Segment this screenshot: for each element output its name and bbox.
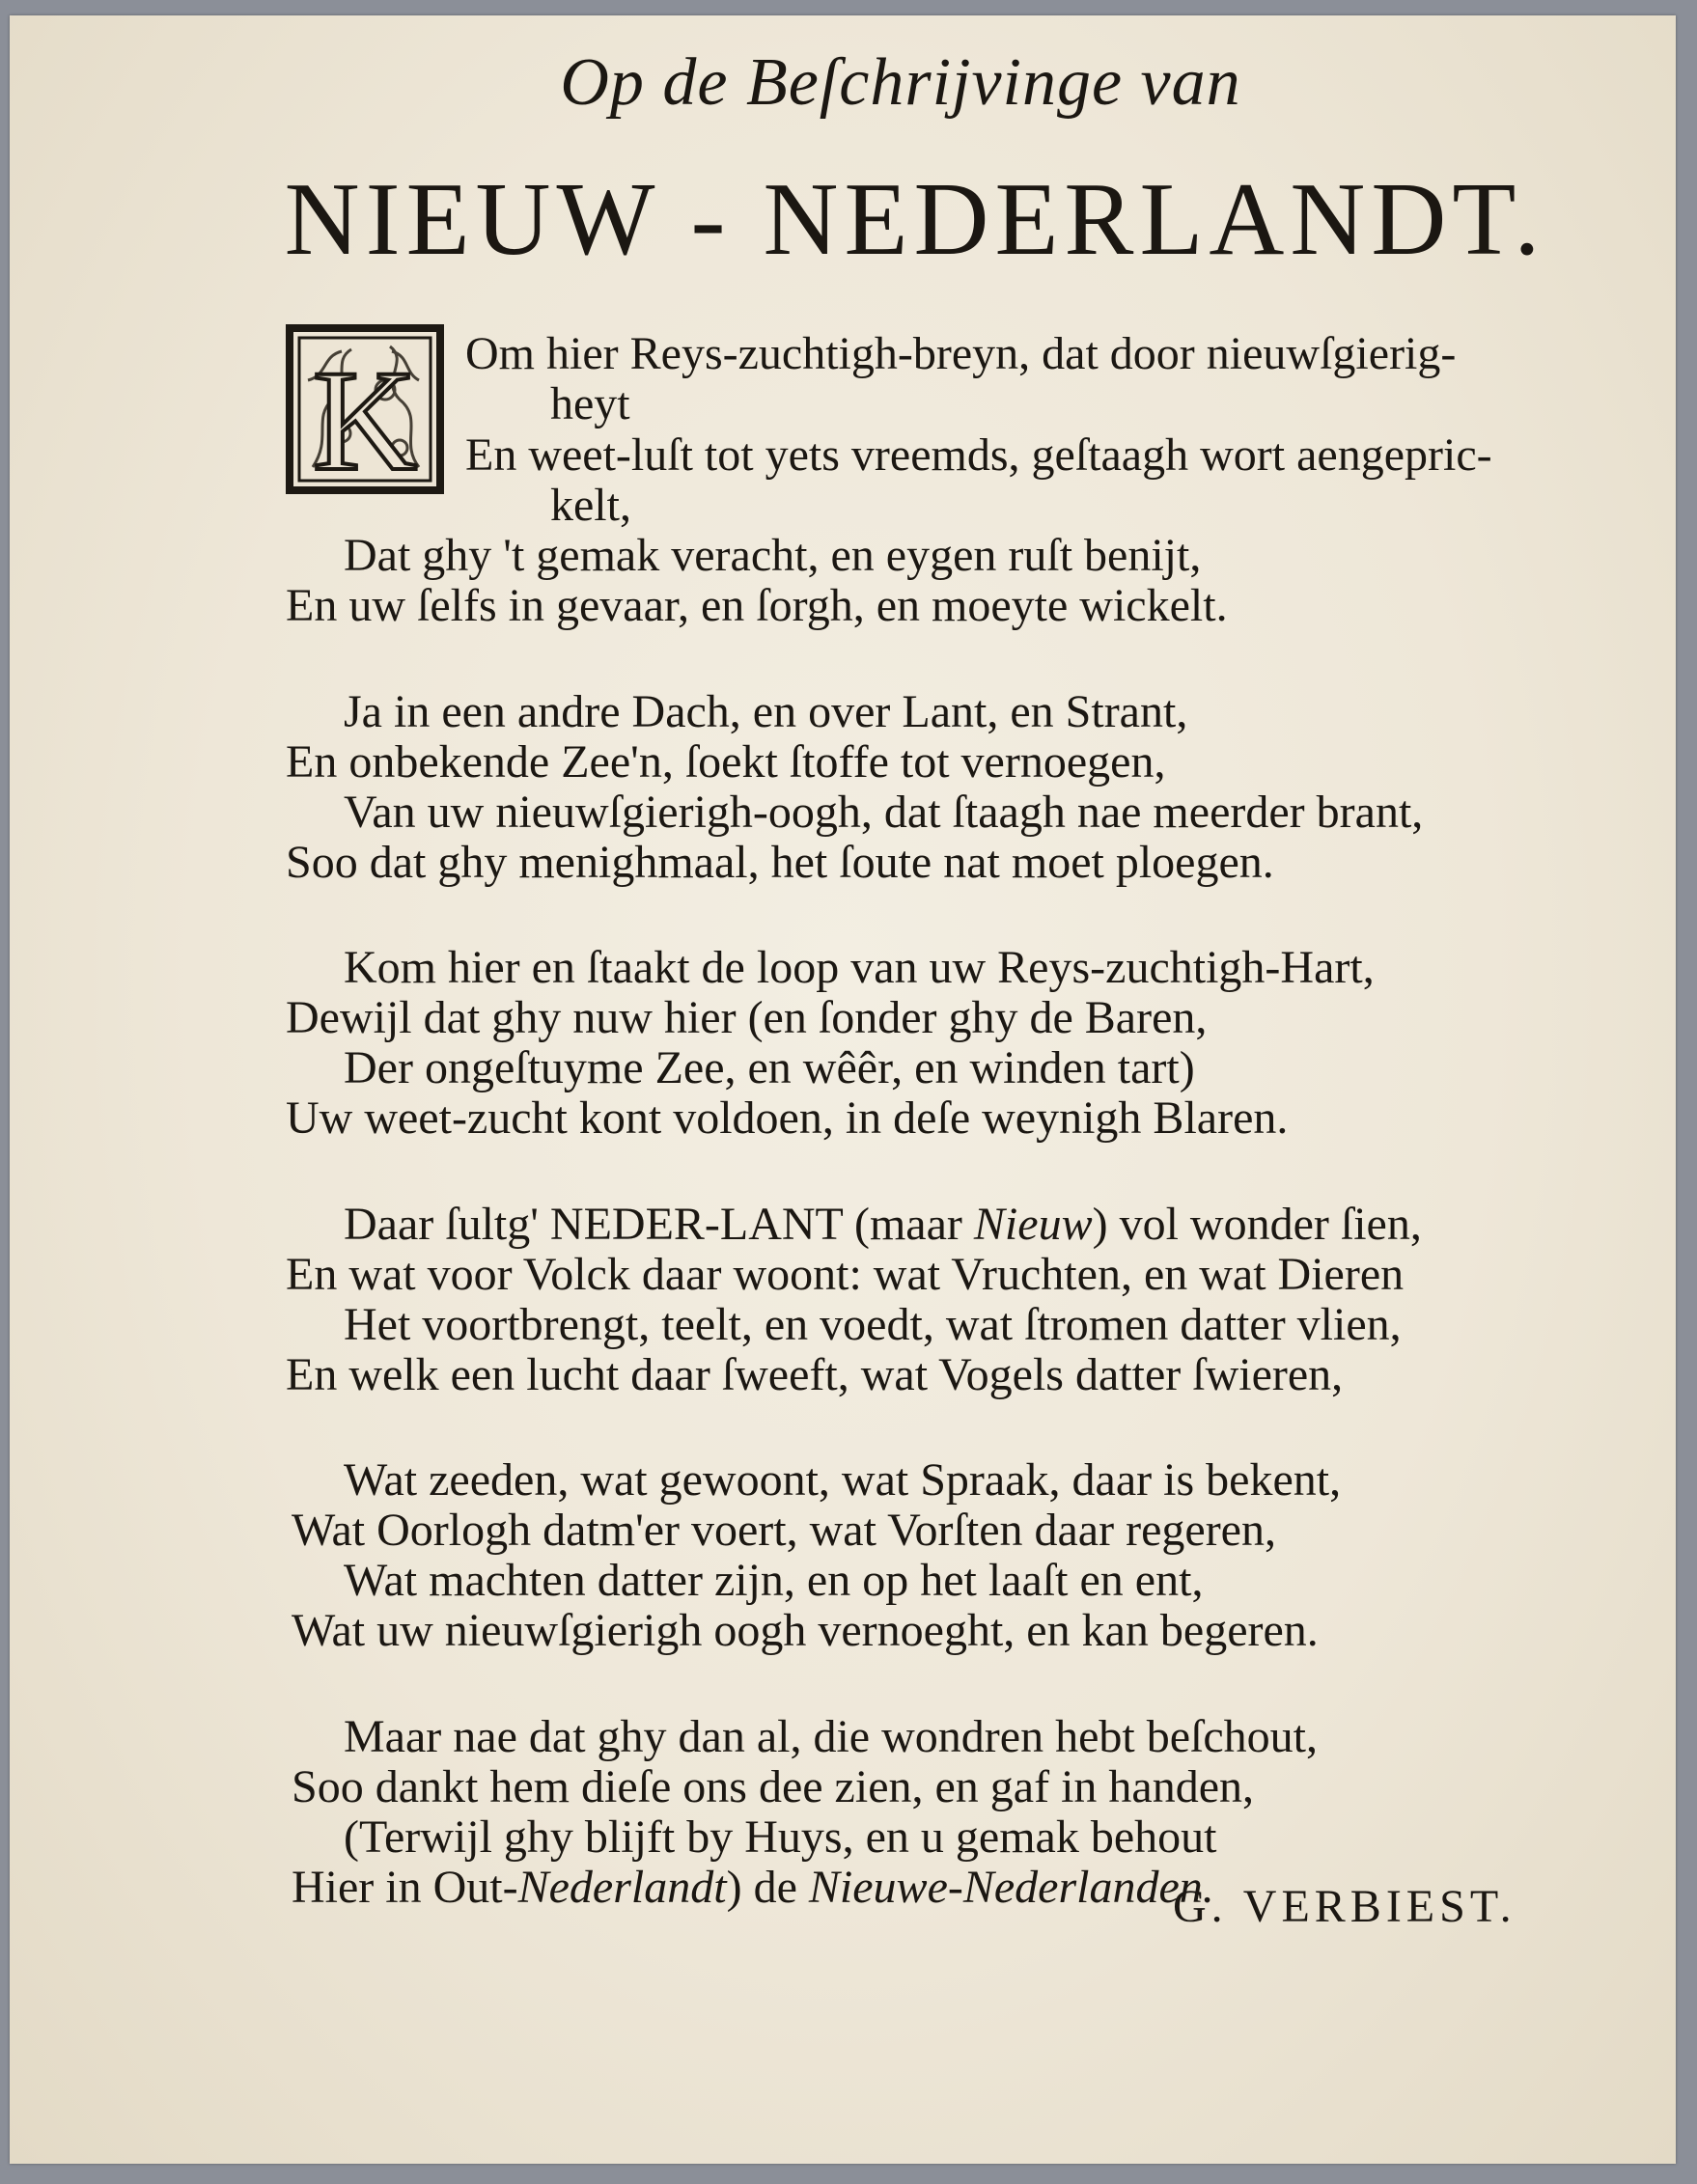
poem-line: Kom hier en ſtaakt de loop van uw Reys-zuchtigh-Hart, — [344, 942, 1375, 993]
initial-letter: K — [312, 341, 418, 496]
page-sheet — [10, 15, 1676, 2164]
poem-line: En welk een lucht daar ſweeft, wat Vogels datter ſwieren, — [286, 1349, 1344, 1400]
poem-line: Het voortbrengt, teelt, en voedt, wat ſtromen datter vlien, — [344, 1299, 1402, 1350]
poem-text: Daar ſultg' NEDER-LANT (maar — [344, 1199, 974, 1250]
poem-line: kelt, — [550, 480, 631, 531]
poem-text-italic: Nieuwe-Nederlanden. — [808, 1862, 1214, 1913]
poem-line — [344, 1200, 1422, 1250]
poem-text: ) de — [726, 1862, 809, 1913]
title-line-1: Op de Beſchrijvinge van — [560, 45, 1241, 120]
poem-line: En wat voor Volck daar woont: wat Vruchten, en wat Dieren — [286, 1249, 1405, 1300]
ornament-frame-icon — [284, 322, 446, 496]
poem-line: Wat machten datter zijn, en op het laaſt en ent, — [344, 1555, 1204, 1606]
poem-text: ) vol wonder ſien, — [1092, 1199, 1422, 1250]
poem-line: Dat ghy 't gemak veracht, en eygen ruſt benijt, — [344, 530, 1202, 581]
poem-line — [292, 1863, 1214, 1913]
poem-line: Dewijl dat ghy nuw hier (en ſonder ghy de Baren, — [286, 992, 1208, 1043]
poem-line: Wat uw nieuwſgierigh oogh vernoeght, en kan begeren. — [292, 1605, 1319, 1656]
decorated-initial-k — [284, 322, 446, 496]
poem-line: Maar nae dat ghy dan al, die wondren hebt beſchout, — [344, 1711, 1318, 1762]
poem-line: (Terwijl ghy blijft by Huys, en u gemak behout — [344, 1811, 1217, 1863]
poem-line: En onbekende Zee'n, ſoekt ſtoffe tot vernoegen, — [286, 736, 1166, 788]
signature: G. VERBIEST. — [1173, 1881, 1516, 1932]
title-line-2: NIEUW - NEDERLANDT. — [284, 162, 1546, 277]
poem-line: Van uw nieuwſgierigh-oogh, dat ſtaagh nae meerder brant, — [344, 787, 1424, 838]
poem-line: Ja in een andre Dach, en over Lant, en Strant, — [344, 686, 1188, 737]
poem-line: Soo dankt hem dieſe ons dee zien, en gaf in handen, — [292, 1761, 1255, 1812]
poem-line: Uw weet-zucht kont voldoen, in deſe weynigh Blaren. — [286, 1092, 1289, 1144]
poem-line: En uw ſelfs in gevaar, en ſorgh, en moeyte wickelt. — [286, 580, 1228, 631]
poem-text-italic: Nederlandt — [517, 1862, 727, 1913]
poem-line: Der ongeſtuyme Zee, en wêêr, en winden tart) — [344, 1042, 1195, 1093]
poem-text: Hier in Out- — [292, 1862, 518, 1913]
poem-line: En weet-luſt tot yets vreemds, geſtaagh wort aengepric- — [465, 429, 1492, 481]
poem-line: Wat zeeden, wat gewoont, wat Spraak, daar is bekent, — [344, 1454, 1342, 1506]
poem-line: Soo dat ghy menighmaal, het ſoute nat moet ploegen. — [286, 837, 1274, 888]
poem-line: Om hier Reys-zuchtigh-breyn, dat door nieuwſgierig- — [465, 328, 1457, 379]
poem-text-italic: Nieuw — [973, 1199, 1093, 1250]
poem-line: Wat Oorlogh datm'er voert, wat Vorſten daar regeren, — [292, 1505, 1276, 1556]
poem-line: heyt — [550, 378, 630, 429]
